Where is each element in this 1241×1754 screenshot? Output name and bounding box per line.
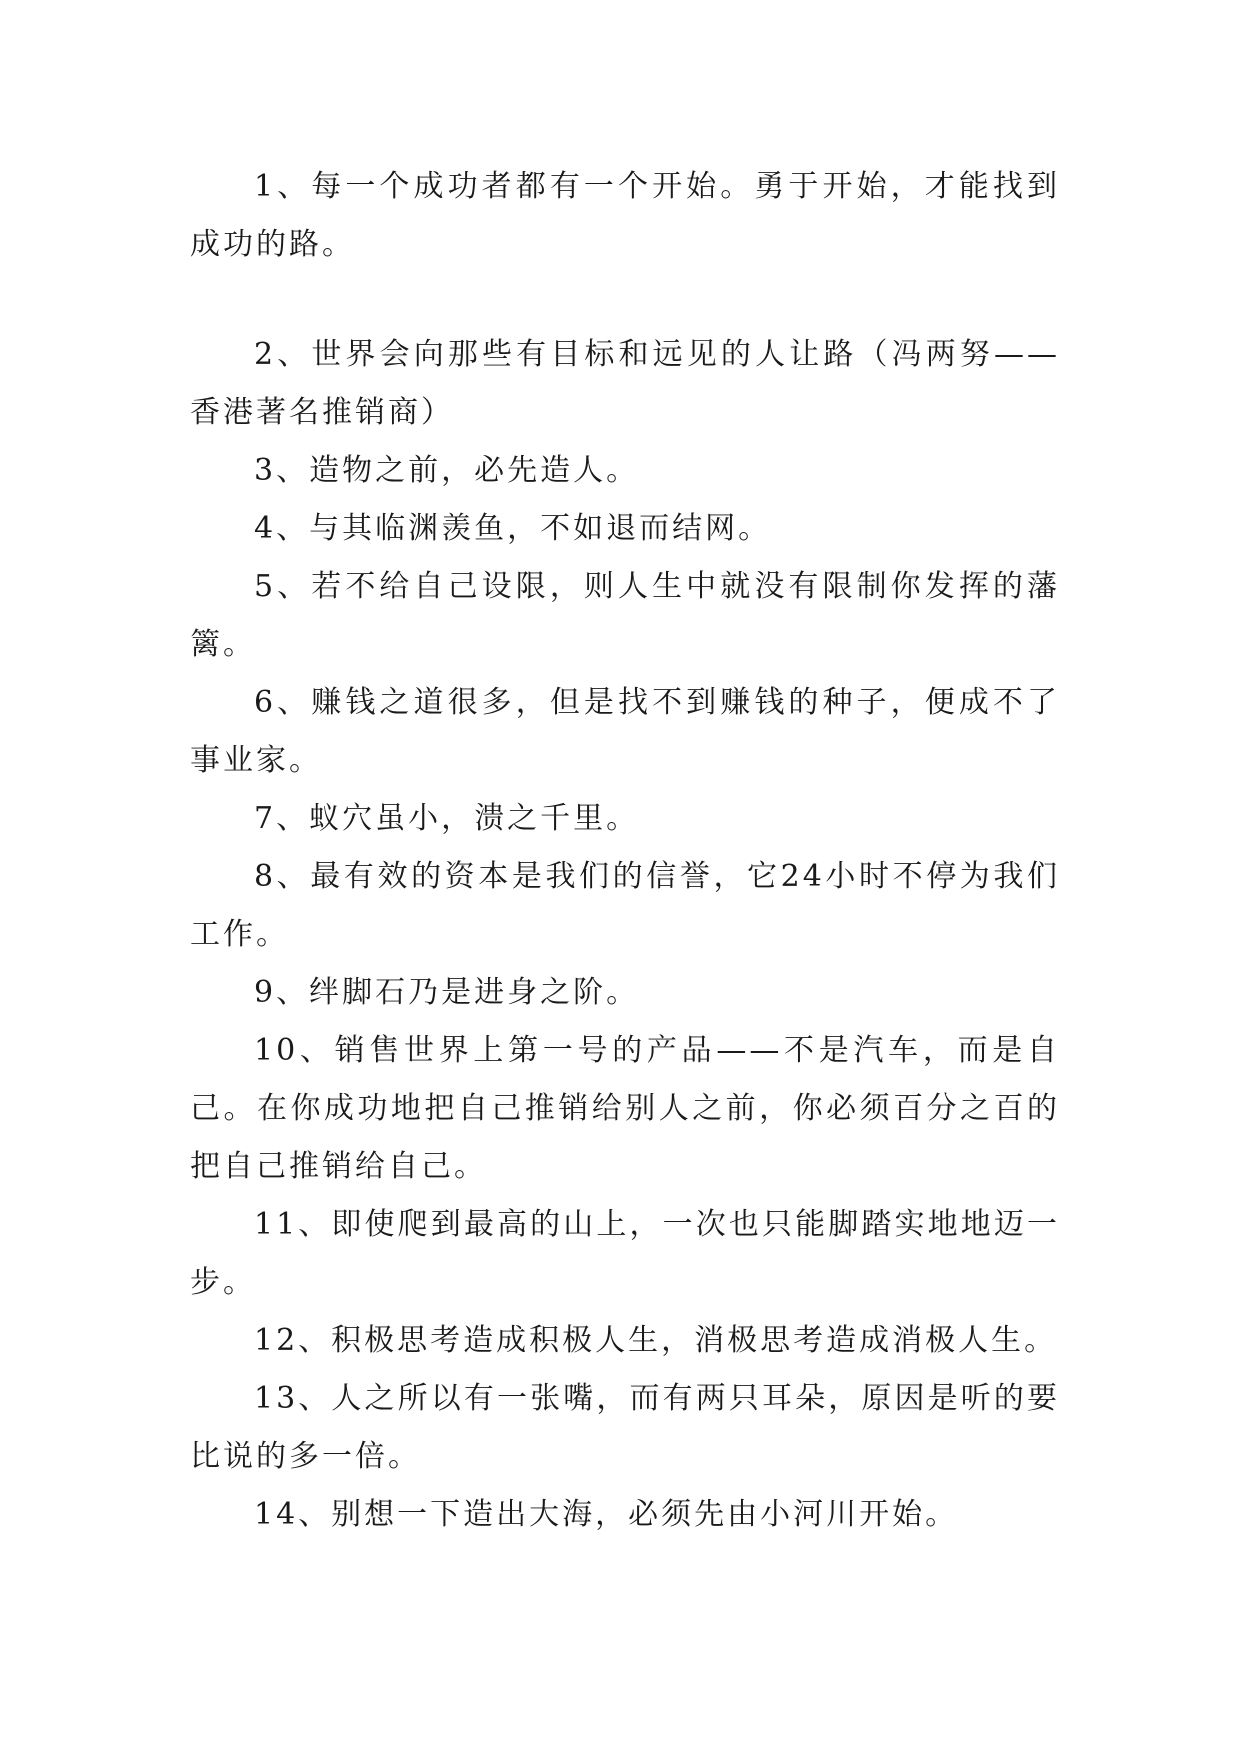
- quote-paragraph-9: 9、绊脚石乃是进身之阶。: [254, 975, 640, 1010]
- quote-paragraph-7: 7、蚁穴虽小，溃之千里。: [254, 801, 640, 836]
- quote-paragraph-5: 5、若不给自己设限，则人生中就没有限制你发挥的藩篱。: [190, 569, 1060, 662]
- quote-paragraph-4: 4、与其临渊羡鱼，不如退而结网。: [254, 511, 772, 546]
- document-body: [190, 158, 1060, 1544]
- quote-paragraph-12: 12、积极思考造成积极人生，消极思考造成消极人生。: [254, 1323, 1058, 1358]
- quote-paragraph-11: 11、即使爬到最高的山上，一次也只能脚踏实地地迈一步。: [190, 1207, 1060, 1300]
- quote-paragraph-10: 10、销售世界上第一号的产品——不是汽车，而是自己。在你成功地把自己推销给别人之前，你必须百分之百的把自己推销给自己。: [190, 1033, 1060, 1184]
- quote-paragraph-8: 8、最有效的资本是我们的信誉，它24小时不停为我们工作。: [190, 859, 1060, 952]
- quote-paragraph-6: 6、赚钱之道很多，但是找不到赚钱的种子，便成不了事业家。: [190, 685, 1060, 778]
- quote-paragraph-13: 13、人之所以有一张嘴，而有两只耳朵，原因是听的要比说的多一倍。: [190, 1381, 1060, 1474]
- quote-paragraph-1: 1、每一个成功者都有一个开始。勇于开始，才能找到成功的路。: [190, 169, 1060, 262]
- quote-paragraph-2: 2、世界会向那些有目标和远见的人让路（冯两努——香港著名推销商）: [190, 337, 1060, 430]
- quote-paragraph-3: 3、造物之前，必先造人。: [254, 453, 640, 488]
- quote-paragraph-14: 14、别想一下造出大海，必须先由小河川开始。: [254, 1497, 959, 1532]
